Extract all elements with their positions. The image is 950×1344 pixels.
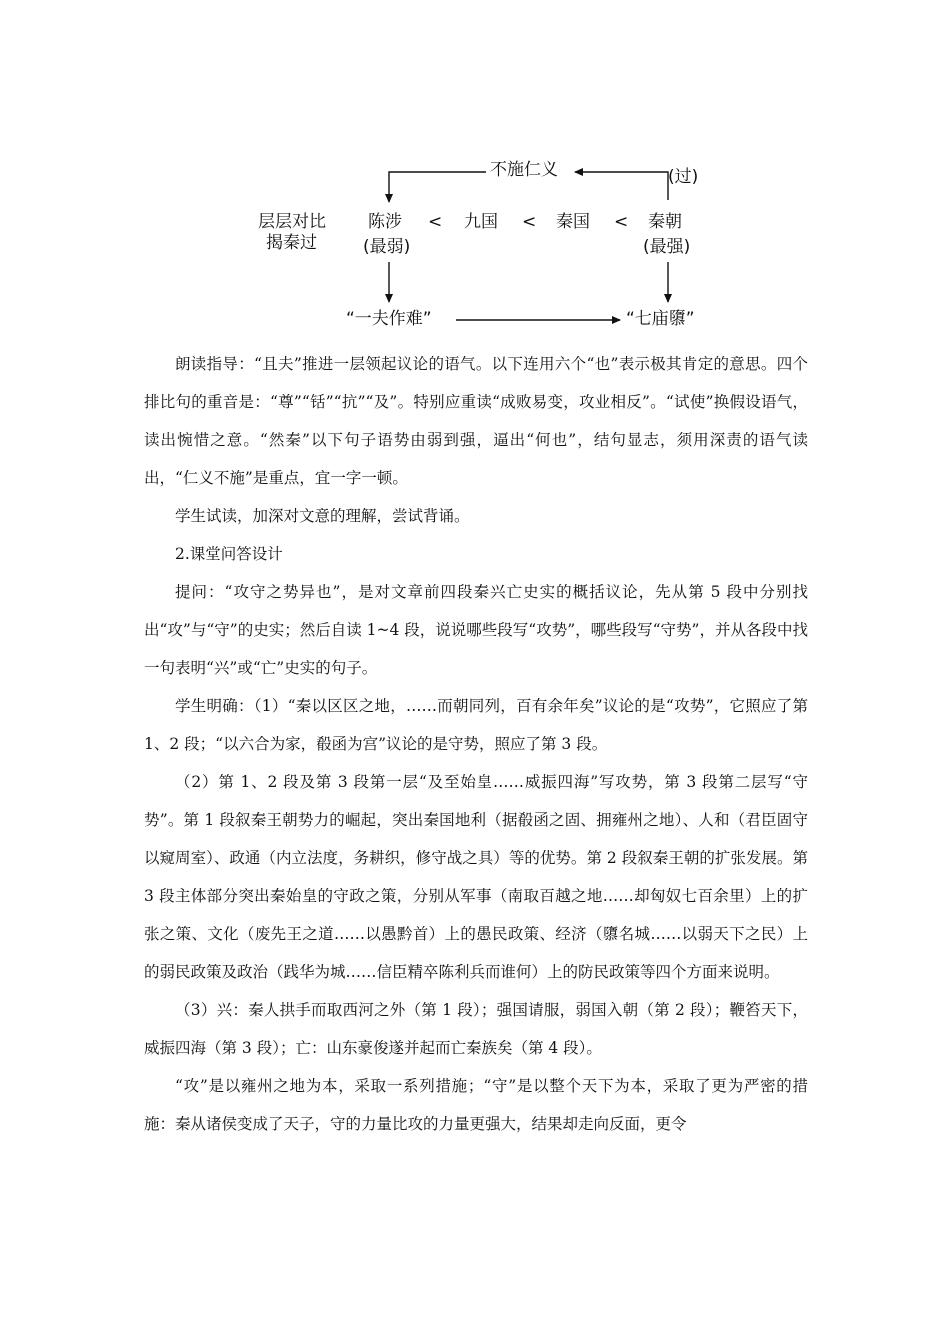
left-note: (最弱) bbox=[363, 237, 411, 257]
diagram bbox=[0, 0, 950, 340]
chain-jiuguo: 九国 bbox=[464, 212, 498, 232]
bottom-left: “一夫作难” bbox=[346, 309, 432, 329]
paragraph-reading-guide: 朗读指导：“且夫”推进一层领起议论的语气。以下连用六个“也”表示极其肯定的意思。四个排比句的重音是：“尊”“铦”“抗”“及”。特别应重读“成败易变，攻业相反”。“试使”换假设语气，读出惋惜之意。“然秦”以下句子语势由弱到强，逼出“何也”，结句显志，须用深责的语气读出，“仁义不施”是重点，宜一字一顿。 bbox=[144, 355, 808, 487]
arrow-top-to-chenshe bbox=[389, 172, 486, 202]
top-right-note: (过) bbox=[668, 167, 699, 187]
paragraph-student-reading: 学生试读，加深对文意的理解，尝试背诵。 bbox=[175, 507, 470, 525]
right-note: (最强) bbox=[643, 237, 691, 257]
top-label: 不施仁义 bbox=[490, 160, 558, 180]
bottom-right: “七庙隳” bbox=[626, 309, 695, 329]
chain-lt-3: < bbox=[614, 212, 629, 232]
paragraph-answer-3: （3）兴：秦人拱手而取西河之外（第 1 段）；强国请服，弱国入朝（第 2 段）；鞭笞天下，威振四海（第 3 段）；亡：山东豪俊遂并起而亡秦族矣（第 4 段）。 bbox=[144, 1001, 808, 1057]
body-text bbox=[144, 345, 808, 1143]
diagram-arrows bbox=[0, 0, 950, 340]
side-label-line1: 层层对比 bbox=[258, 212, 326, 232]
chain-qinchao: 秦朝 bbox=[648, 212, 682, 232]
chain-lt-1: < bbox=[428, 212, 443, 232]
chain-chenshe: 陈涉 bbox=[368, 212, 402, 232]
section-heading: 2.课堂问答设计 bbox=[175, 545, 283, 563]
chain-lt-2: < bbox=[522, 212, 537, 232]
paragraph-question: 提问：“攻守之势异也”，是对文章前四段秦兴亡史实的概括议论，先从第 5 段中分别找出“攻”与“守”的史实；然后自读 1~4 段，说说哪些段写“攻势”，哪些段写“守势”，并从各段中找一句表明“兴”或“亡”史实的句子。 bbox=[144, 583, 808, 677]
side-label-line2: 揭秦过 bbox=[266, 233, 317, 253]
paragraph-answer-1: 学生明确：（1）“秦以区区之地，……而朝同列，百有余年矣”议论的是“攻势”，它照应了第 1、2 段；“以六合为家，殽函为宫”议论的是守势，照应了第 3 段。 bbox=[144, 697, 808, 753]
arrow-qinchao-to-top bbox=[575, 172, 668, 200]
paragraph-conclusion: “攻”是以雍州之地为本，采取一系列措施；“守”是以整个天下为本，采取了更为严密的措施：秦从诸侯变成了天子，守的力量比攻的力量更强大，结果却走向反面，更令 bbox=[144, 1077, 808, 1133]
chain-qinguo: 秦国 bbox=[556, 212, 590, 232]
paragraph-answer-2: （2）第 1、2 段及第 3 段第一层“及至始皇……威振四海”写攻势，第 3 段第二层写“守势”。第 1 段叙秦王朝势力的崛起，突出秦国地利（据殽函之固、拥雍州之地）、人和（君臣固守以窥周室）、政通（内立法度，务耕织，修守战之具）等的优势。第 2 段叙秦王朝的扩张发展。第 3 段主体部分突出秦始皇的守政之策，分别从军事（南取百越之地……却匈奴七百余里）上的扩张之策、文化（废先王之道……以愚黔首）上的愚民政策、经济（隳名城……以弱天下之民）上的弱民政策及政治（践华为城……信臣精卒陈利兵而谁何）上的防民政策等四个方面来说明。 bbox=[144, 773, 808, 981]
